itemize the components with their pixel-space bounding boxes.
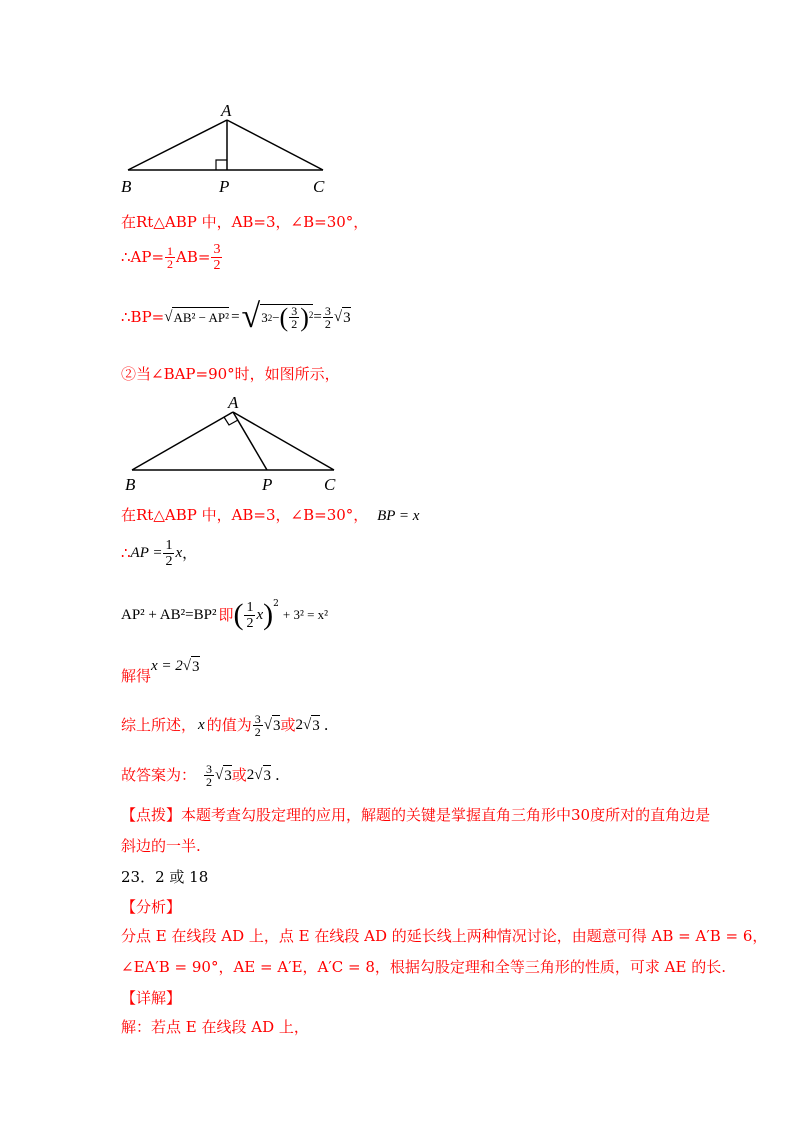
fraction-3-2 [204, 763, 214, 788]
frac-den: 2 [324, 316, 331, 331]
jiede: 解得 [121, 667, 152, 685]
fraction-half [163, 538, 174, 569]
analysis-line-1: 分点 E 在线段 AD 上，点 E 在线段 AD 的延长线上两种情况讨论，由题意可得 AB = A′B = 6， [121, 927, 768, 945]
period: . [323, 716, 329, 734]
label-C: C [324, 475, 336, 494]
summary-pre: 综上所述， [121, 716, 197, 734]
radicand-big: 3 2 − ( $\frac{3}{2}$ ) 2 [261, 302, 314, 332]
therefore: ∴ [121, 544, 131, 562]
line-ap-half [121, 240, 223, 274]
three-sq: 3 [261, 309, 268, 325]
radical-sign: √ [333, 309, 343, 325]
x-equals: x = 2 [151, 658, 183, 674]
segment-AB [132, 412, 233, 470]
radicand: 3 [263, 765, 272, 786]
label-B: B [121, 177, 132, 196]
label-B: B [125, 475, 136, 494]
var-x: x [256, 607, 264, 623]
fraction-3-2 [289, 305, 299, 330]
radicand: 3 [272, 715, 281, 736]
line-pythagoras: AP² + AB²=BP² 即 ( $\frac{1}{2}$ x ) $^2$ + 3² = x² [121, 598, 329, 631]
tip-line-1: 【点拨】本题考查勾股定理的应用，解题的关键是掌握直角三角形中30度所对的直角边是 [121, 806, 711, 824]
summary-mid: 的值为 [206, 716, 252, 734]
rest-eq: + 3² = x² [282, 607, 329, 622]
radical-sign-big: √ [241, 298, 261, 335]
ap-equals: AP = [130, 545, 163, 561]
frac-den: 2 [291, 317, 298, 331]
fraction-half [165, 245, 175, 270]
ap-mid: AB= [176, 248, 211, 266]
two: 2 [246, 767, 255, 783]
comma: ， [182, 544, 198, 562]
radicand: 3 [191, 656, 200, 677]
line-solve [121, 656, 200, 686]
frac-den: 2 [165, 553, 173, 569]
label-A: A [228, 393, 239, 412]
var-x: x [198, 717, 205, 733]
label-A: A [221, 101, 232, 120]
radicand: 3 [223, 765, 232, 786]
frac-num: 1 [246, 599, 254, 615]
radical-sign: √ [302, 717, 312, 733]
label-C: C [313, 177, 325, 196]
equals: = [231, 309, 240, 325]
radical-sign: √ [164, 309, 173, 325]
radicand: AB² − AP² [172, 307, 229, 328]
frac-num: 1 [165, 537, 173, 553]
label-P: P [219, 177, 230, 196]
segment-AB [128, 120, 227, 170]
frac-num: 3 [206, 761, 213, 776]
line-answer [121, 758, 280, 792]
radical-sign: √ [182, 658, 192, 674]
segment-AC [227, 120, 323, 170]
equals-2: = [313, 309, 322, 325]
two: 2 [295, 717, 303, 733]
line-summary [121, 708, 328, 742]
frac-num: 3 [254, 711, 261, 726]
ji: 即 [218, 606, 234, 624]
period: . [275, 766, 280, 784]
minus: − [272, 309, 280, 325]
radicand: 3 [342, 307, 351, 328]
bp-prefix: ∴BP= [121, 308, 165, 326]
question-23-answer: 23．2 或 18 [121, 868, 209, 886]
frac-den: 2 [206, 774, 213, 789]
radical-sign: √ [254, 767, 263, 783]
or: 或 [280, 716, 296, 734]
figure-2-triangle [118, 392, 348, 494]
right-angle-mark [216, 160, 227, 170]
detail-heading: 【详解】 [121, 989, 182, 1007]
segment-AC [233, 412, 334, 470]
ap-prefix: ∴AP= [121, 248, 165, 266]
frac-den: 2 [167, 256, 174, 271]
line-rt-abp-2 [121, 505, 419, 526]
rt-abp-text: 在Rt△ABP 中，AB=3，∠B=30°， [121, 506, 369, 524]
detail-line-1: 解：若点 E 在线段 AD 上， [121, 1018, 309, 1036]
fraction-3-2 [253, 713, 263, 738]
segment-AP [233, 412, 267, 470]
radical-sign: √ [263, 717, 272, 733]
analysis-heading: 【分析】 [121, 898, 182, 916]
frac-num: 3 [213, 241, 221, 257]
pythagoras-eq: AP² + AB²=BP² [121, 607, 217, 623]
frac-num: 3 [291, 304, 298, 318]
line-case-2: ②当∠BAP=90°时，如图所示， [121, 365, 340, 383]
tip-line-2: 斜边的一半. [121, 837, 201, 855]
var-x: x [175, 545, 183, 561]
line-bp-formula [121, 292, 351, 342]
line-rt-abp-1: 在Rt△ABP 中，AB=3，∠B=30°， [121, 213, 369, 231]
bp-equals-x: BP = x [377, 508, 420, 524]
frac-den: 2 [254, 724, 261, 739]
fraction-three-halves [211, 242, 222, 273]
analysis-line-2: ∠EA′B = 90°，AE = A′E，A′C = 8，根据勾股定理和全等三角形的性质，可求 AE 的长. [121, 958, 726, 976]
label-P: P [262, 475, 273, 494]
frac-den: 2 [213, 257, 221, 273]
frac-den: 2 [246, 615, 254, 631]
answer-pre: 故答案为： [121, 766, 197, 784]
frac-num: 3 [324, 303, 331, 318]
frac-num: 1 [167, 243, 174, 258]
or: 或 [231, 766, 247, 784]
line-ap-half-x [121, 534, 197, 572]
fraction-3-2-result [323, 305, 333, 330]
radical-sign: √ [215, 767, 224, 783]
figure-1-triangle [118, 100, 338, 200]
radicand: 3 [311, 715, 320, 736]
fraction-half [244, 600, 255, 631]
